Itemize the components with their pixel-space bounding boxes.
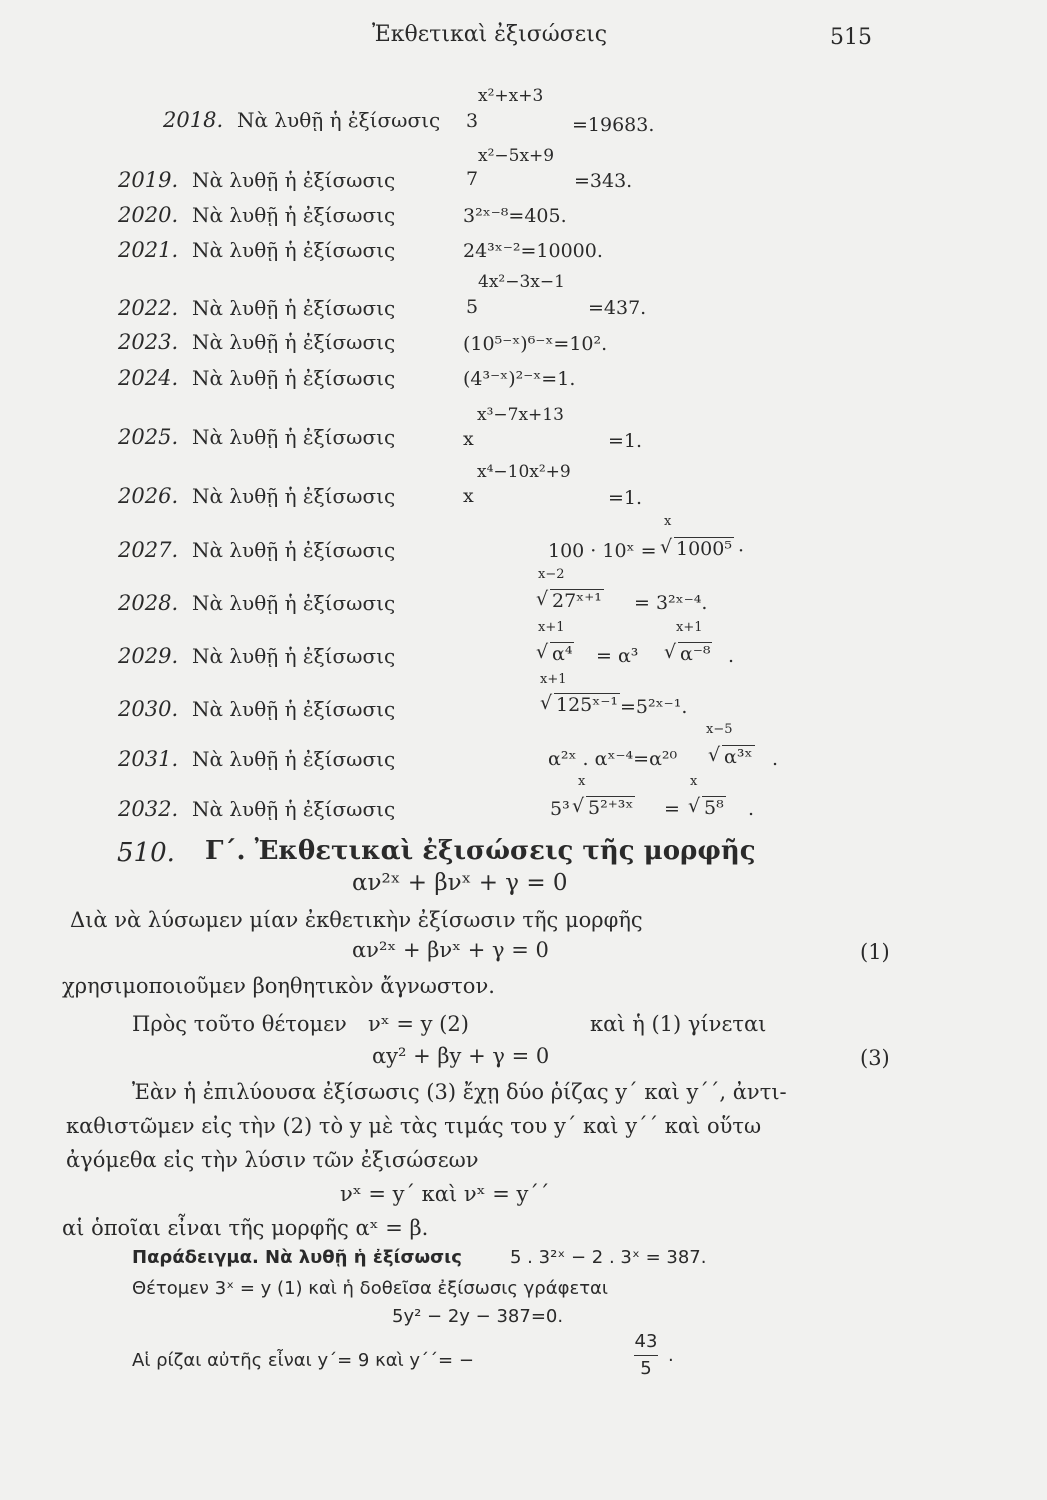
- example-line-3: 5y² − 2y − 387=0.: [392, 1306, 564, 1327]
- example-tail: ·: [668, 1350, 674, 1371]
- radicand: α⁴: [552, 643, 573, 665]
- radical-index: x+1: [540, 672, 567, 687]
- exponent: x⁴−10x²+9: [477, 462, 571, 482]
- example-equation: 5 . 3²ˣ − 2 . 3ˣ = 387.: [510, 1247, 707, 1268]
- exercise-number: 2024.: [118, 366, 179, 390]
- rhs: =1.: [608, 430, 643, 452]
- base: 7: [466, 168, 479, 190]
- paragraph-3c: καὶ ἡ (1) γίνεται: [590, 1012, 767, 1036]
- exercise-number: 2028.: [118, 591, 179, 615]
- equation: 24³ˣ⁻²=10000.: [463, 240, 603, 262]
- rhs: =19683.: [572, 114, 655, 136]
- radicand: 5²⁺³ˣ: [588, 797, 634, 819]
- base: x: [463, 485, 474, 507]
- running-title: Ἐκθετικαὶ ἐξισώσεις: [372, 22, 608, 47]
- radicand: 1000⁵: [676, 538, 732, 560]
- exercise-label: Νὰ λυθῇ ἡ ἐξίσωσις: [192, 747, 396, 771]
- paragraph-7: αἱ ὁποῖαι εἶναι τῆς μορφῆς αˣ = β.: [62, 1216, 429, 1240]
- equation-1: αν²ˣ + βνˣ + γ = 0: [352, 938, 549, 962]
- radicand: 27ˣ⁺¹: [552, 590, 602, 612]
- middle: =: [664, 798, 680, 820]
- tail: .: [728, 645, 735, 667]
- section-title: Γ΄. Ἐκθετικαὶ ἐξισώσεις τῆς μορφῆς: [205, 836, 756, 866]
- equation-2: αy² + βy + γ = 0: [372, 1044, 550, 1068]
- exercise-number: 2026.: [118, 484, 179, 508]
- exercise-number: 2019.: [118, 168, 179, 192]
- exponent: x²+x+3: [478, 86, 544, 106]
- exercise-number: 2018.: [163, 108, 224, 132]
- exercise-number: 2021.: [118, 238, 179, 262]
- exercise-number: 2023.: [118, 330, 179, 354]
- radical-index-2: x+1: [676, 620, 703, 635]
- lhs: 100 · 10ˣ =: [548, 540, 657, 562]
- exercise-label: Νὰ λυθῇ ἡ ἐξίσωσις: [192, 538, 396, 562]
- exercise-number: 2020.: [118, 203, 179, 227]
- exponent: 4x²−3x−1: [478, 272, 565, 292]
- equation-3: νˣ = y΄ καὶ νˣ = y΄΄: [340, 1182, 550, 1206]
- equation-1-tag: (1): [860, 940, 890, 964]
- radicand-2: 5⁸: [704, 797, 724, 819]
- equation: (10⁵⁻ˣ)⁶⁻ˣ=10².: [463, 333, 608, 355]
- paragraph-4: Ἐὰν ἡ ἐπιλύουσα ἐξίσωσις (3) ἔχῃ δύο ῥίζας y΄ καὶ y΄΄, ἀντι-: [132, 1080, 787, 1104]
- exercise-label: Νὰ λυθῇ ἡ ἐξίσωσις: [192, 238, 396, 262]
- exercise-label: Νὰ λυθῇ ἡ ἐξίσωσις: [192, 296, 396, 320]
- radical-sign: √: [540, 692, 553, 714]
- exercise-label: Νὰ λυθῇ ἡ ἐξίσωσις: [192, 203, 396, 227]
- equation: 3²ˣ⁻⁸=405.: [463, 205, 567, 227]
- exercise-label: Νὰ λυθῇ ἡ ἐξίσωσις: [192, 425, 396, 449]
- tail: ·: [738, 540, 745, 562]
- exercise-number: 2025.: [118, 425, 179, 449]
- fraction-bar: [634, 1355, 658, 1356]
- exercise-label: Νὰ λυθῇ ἡ ἐξίσωσις: [192, 168, 396, 192]
- example-line-4: Αἱ ρίζαι αὐτῆς εἶναι y΄= 9 καὶ y΄΄= −: [132, 1350, 474, 1371]
- radical-index-2: x: [690, 774, 698, 789]
- fraction-numerator: 43: [634, 1331, 658, 1352]
- rhs: =343.: [574, 170, 633, 192]
- paragraph-3a: Πρὸς τοῦτο θέτομεν: [132, 1012, 347, 1036]
- tail: .: [772, 748, 779, 770]
- radical-index: x+1: [538, 620, 565, 635]
- exercise-number: 2031.: [118, 747, 179, 771]
- section-number: 510.: [117, 838, 175, 868]
- page-number: 515: [830, 25, 872, 50]
- radical-sign-2: √: [688, 795, 701, 817]
- exercise-label: Νὰ λυθῇ ἡ ἐξίσωσις: [237, 108, 441, 132]
- rhs: = 3²ˣ⁻⁴.: [634, 592, 708, 614]
- exercise-label: Νὰ λυθῇ ἡ ἐξίσωσις: [192, 644, 396, 668]
- paragraph-1: Διὰ νὰ λύσωμεν μίαν ἐκθετικὴν ἐξίσωσιν τῆς μορφῆς: [70, 908, 643, 932]
- base: 5: [466, 296, 479, 318]
- radical-index: x: [664, 514, 672, 529]
- exercise-label: Νὰ λυθῇ ἡ ἐξίσωσις: [192, 697, 396, 721]
- radical-index: x−2: [538, 567, 565, 582]
- middle: = α³: [596, 645, 639, 667]
- exercise-number: 2030.: [118, 697, 179, 721]
- exponent: x²−5x+9: [478, 146, 555, 166]
- radicand: α³ˣ: [724, 746, 753, 768]
- radicand-2: α⁻⁸: [680, 643, 711, 665]
- exercise-label: Νὰ λυθῇ ἡ ἐξίσωσις: [192, 797, 396, 821]
- example-line-2: Θέτομεν 3ˣ = y (1) καὶ ἡ δοθεῖσα ἐξίσωσις γράφεται: [132, 1278, 608, 1299]
- equation-2-tag: (3): [860, 1046, 890, 1070]
- exponent: x³−7x+13: [477, 405, 564, 425]
- radical-sign: √: [572, 795, 585, 817]
- paragraph-3b: νˣ = y (2): [368, 1012, 469, 1036]
- tail: .: [748, 798, 755, 820]
- exercise-number: 2032.: [118, 797, 179, 821]
- paragraph-6: ἀγόμεθα εἰς τὴν λύσιν τῶν ἐξισώσεων: [66, 1148, 479, 1172]
- paragraph-2: χρησιμοποιοῦμεν βοηθητικὸν ἄγνωστον.: [62, 974, 495, 998]
- radical-index: x−5: [706, 722, 733, 737]
- exercise-label: Νὰ λυθῇ ἡ ἐξίσωσις: [192, 591, 396, 615]
- lhs: α²ˣ . αˣ⁻⁴=α²⁰: [548, 748, 678, 770]
- radical-index: x: [578, 774, 586, 789]
- radical-sign: √: [708, 744, 721, 766]
- fraction-denominator: 5: [640, 1358, 652, 1379]
- exercise-label: Νὰ λυθῇ ἡ ἐξίσωσις: [192, 484, 396, 508]
- paragraph-5: καθιστῶμεν εἰς τὴν (2) τὸ y μὲ τὰς τιμάς του y΄ καὶ y΄΄ καὶ οὕτω: [66, 1114, 762, 1138]
- exercise-number: 2022.: [118, 296, 179, 320]
- rhs: =5²ˣ⁻¹.: [620, 696, 688, 718]
- lhs: 5³: [550, 798, 570, 820]
- example-label: Παράδειγμα. Νὰ λυθῇ ἡ ἐξίσωσις: [132, 1247, 462, 1268]
- exercise-number: 2027.: [118, 538, 179, 562]
- radical-sign: √: [536, 641, 549, 663]
- radical-sign-2: √: [664, 641, 677, 663]
- exercise-number: 2029.: [118, 644, 179, 668]
- exercise-label: Νὰ λυθῇ ἡ ἐξίσωσις: [192, 330, 396, 354]
- radical-sign: √: [660, 536, 673, 558]
- exercise-label: Νὰ λυθῇ ἡ ἐξίσωσις: [192, 366, 396, 390]
- base: 3: [466, 110, 479, 132]
- base: x: [463, 428, 474, 450]
- section-formula: αν²ˣ + βνˣ + γ = 0: [352, 870, 568, 896]
- radicand: 125ˣ⁻¹: [556, 694, 618, 716]
- rhs: =1.: [608, 487, 643, 509]
- rhs: =437.: [588, 297, 647, 319]
- equation: (4³⁻ˣ)²⁻ˣ=1.: [463, 368, 576, 390]
- radical-sign: √: [536, 588, 549, 610]
